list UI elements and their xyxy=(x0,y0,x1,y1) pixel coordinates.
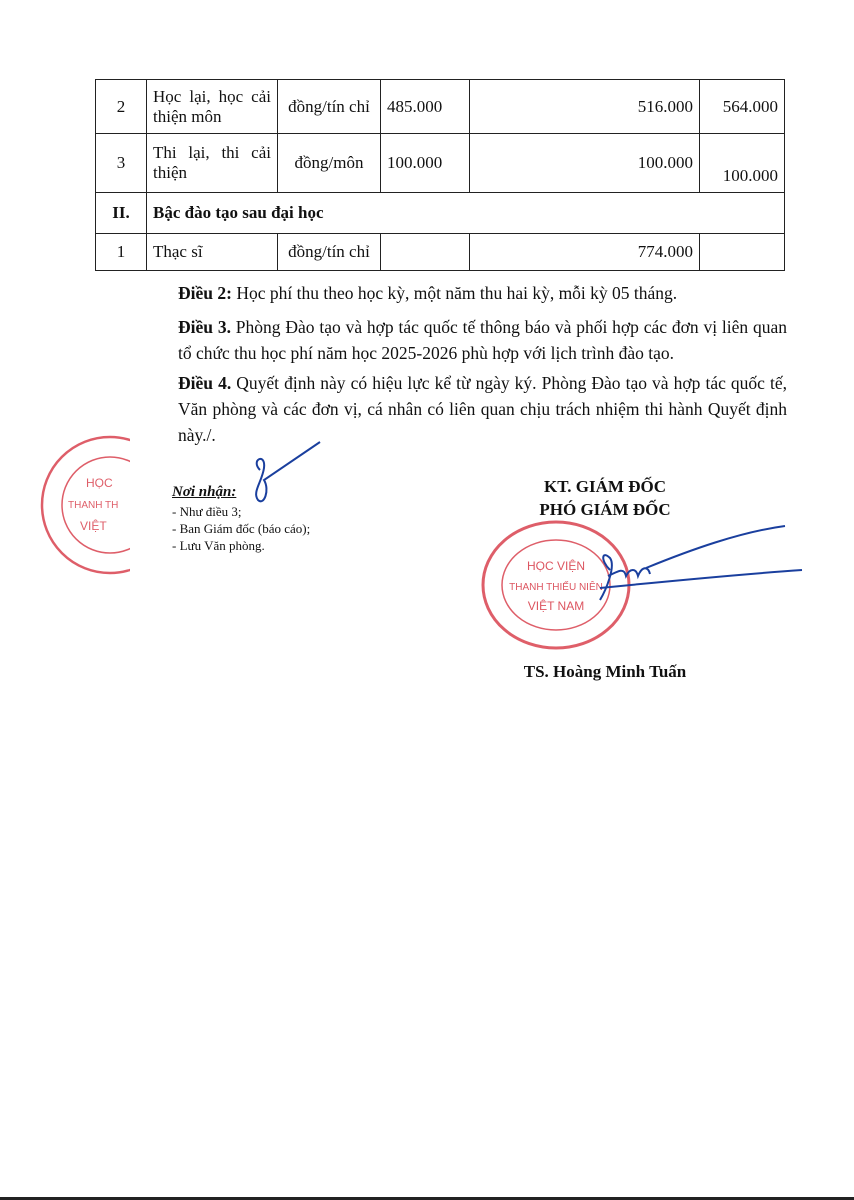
section-row xyxy=(96,193,785,234)
fee-unit: đồng/tín chỉ xyxy=(278,80,381,134)
table-row xyxy=(96,134,785,193)
recipient-item: - Như điều 3; xyxy=(172,504,242,519)
section-number: II. xyxy=(96,193,147,234)
fee-value-1: 485.000 xyxy=(381,80,470,134)
recipients-heading: Nơi nhận: xyxy=(172,484,237,500)
row-number: 1 xyxy=(96,234,147,271)
svg-text:VIỆT: VIỆT xyxy=(80,519,107,533)
fee-value-3 xyxy=(700,234,785,271)
article-2 xyxy=(122,280,787,306)
stamp-line-2: THANH THIẾU NIÊN xyxy=(509,582,603,593)
fee-value-2: 100.000 xyxy=(470,134,700,193)
fee-item-name: Thạc sĩ xyxy=(147,234,278,271)
signer-name: TS. Hoàng Minh Tuấn xyxy=(523,662,687,681)
article-4 xyxy=(122,370,787,448)
article-3-label: Điều 3. xyxy=(178,317,231,337)
svg-text:THANH TH: THANH TH xyxy=(68,500,119,511)
fee-value-2: 774.000 xyxy=(470,234,700,271)
fee-table xyxy=(95,79,785,271)
fee-unit: đồng/môn xyxy=(278,134,381,193)
section-title: Bậc đào tạo sau đại học xyxy=(147,193,785,234)
row-number: 2 xyxy=(96,80,147,134)
fee-value-1: 100.000 xyxy=(381,134,470,193)
fee-item-name: Thi lại, thi cải thiện xyxy=(147,134,278,193)
table-row xyxy=(96,80,785,134)
article-3-text: Phòng Đào tạo và hợp tác quốc tế thông báo và phối hợp các đơn vị liên quan tổ chức thu học phí năm học 2025-2026 phù hợp với lịch trình đào tạo. xyxy=(178,317,788,363)
fee-value-1 xyxy=(381,234,470,271)
fee-item-name: Học lại, học cải thiện môn xyxy=(147,80,278,134)
row-number: 3 xyxy=(96,134,147,193)
svg-text:HỌC: HỌC xyxy=(86,476,113,490)
article-3 xyxy=(122,314,787,366)
signer-title-2: PHÓ GIÁM ĐỐC xyxy=(539,500,671,519)
partial-stamp xyxy=(30,430,130,580)
fee-value-2: 516.000 xyxy=(470,80,700,134)
article-4-text: Quyết định này có hiệu lực kể từ ngày ký. Phòng Đào tạo và hợp tác quốc tế, Văn phòng và các đơn vị, cá nhân có liên quan chịu trách nhiệm thi hành Quyết định này./. xyxy=(178,373,788,445)
stamp-line-3: VIỆT NAM xyxy=(527,599,585,613)
stamp-line-1: HỌC VIỆN xyxy=(526,559,586,573)
article-2-text: Học phí thu theo học kỳ, một năm thu hai kỳ, mỗi kỳ 05 tháng. xyxy=(231,283,678,303)
signer-title-1: KT. GIÁM ĐỐC xyxy=(544,477,666,496)
article-4-label: Điều 4. xyxy=(178,373,232,393)
fee-value-3: 564.000 xyxy=(700,80,785,134)
table-row xyxy=(96,234,785,271)
fee-unit: đồng/tín chỉ xyxy=(278,234,381,271)
recipient-item: - Ban Giám đốc (báo cáo); xyxy=(172,521,311,536)
recipient-item: - Lưu Văn phòng. xyxy=(172,538,265,553)
fee-value-3: 100.000 xyxy=(700,134,785,193)
article-2-label: Điều 2: xyxy=(178,283,232,303)
handwritten-signature xyxy=(580,520,805,620)
initial-mark xyxy=(240,440,330,510)
